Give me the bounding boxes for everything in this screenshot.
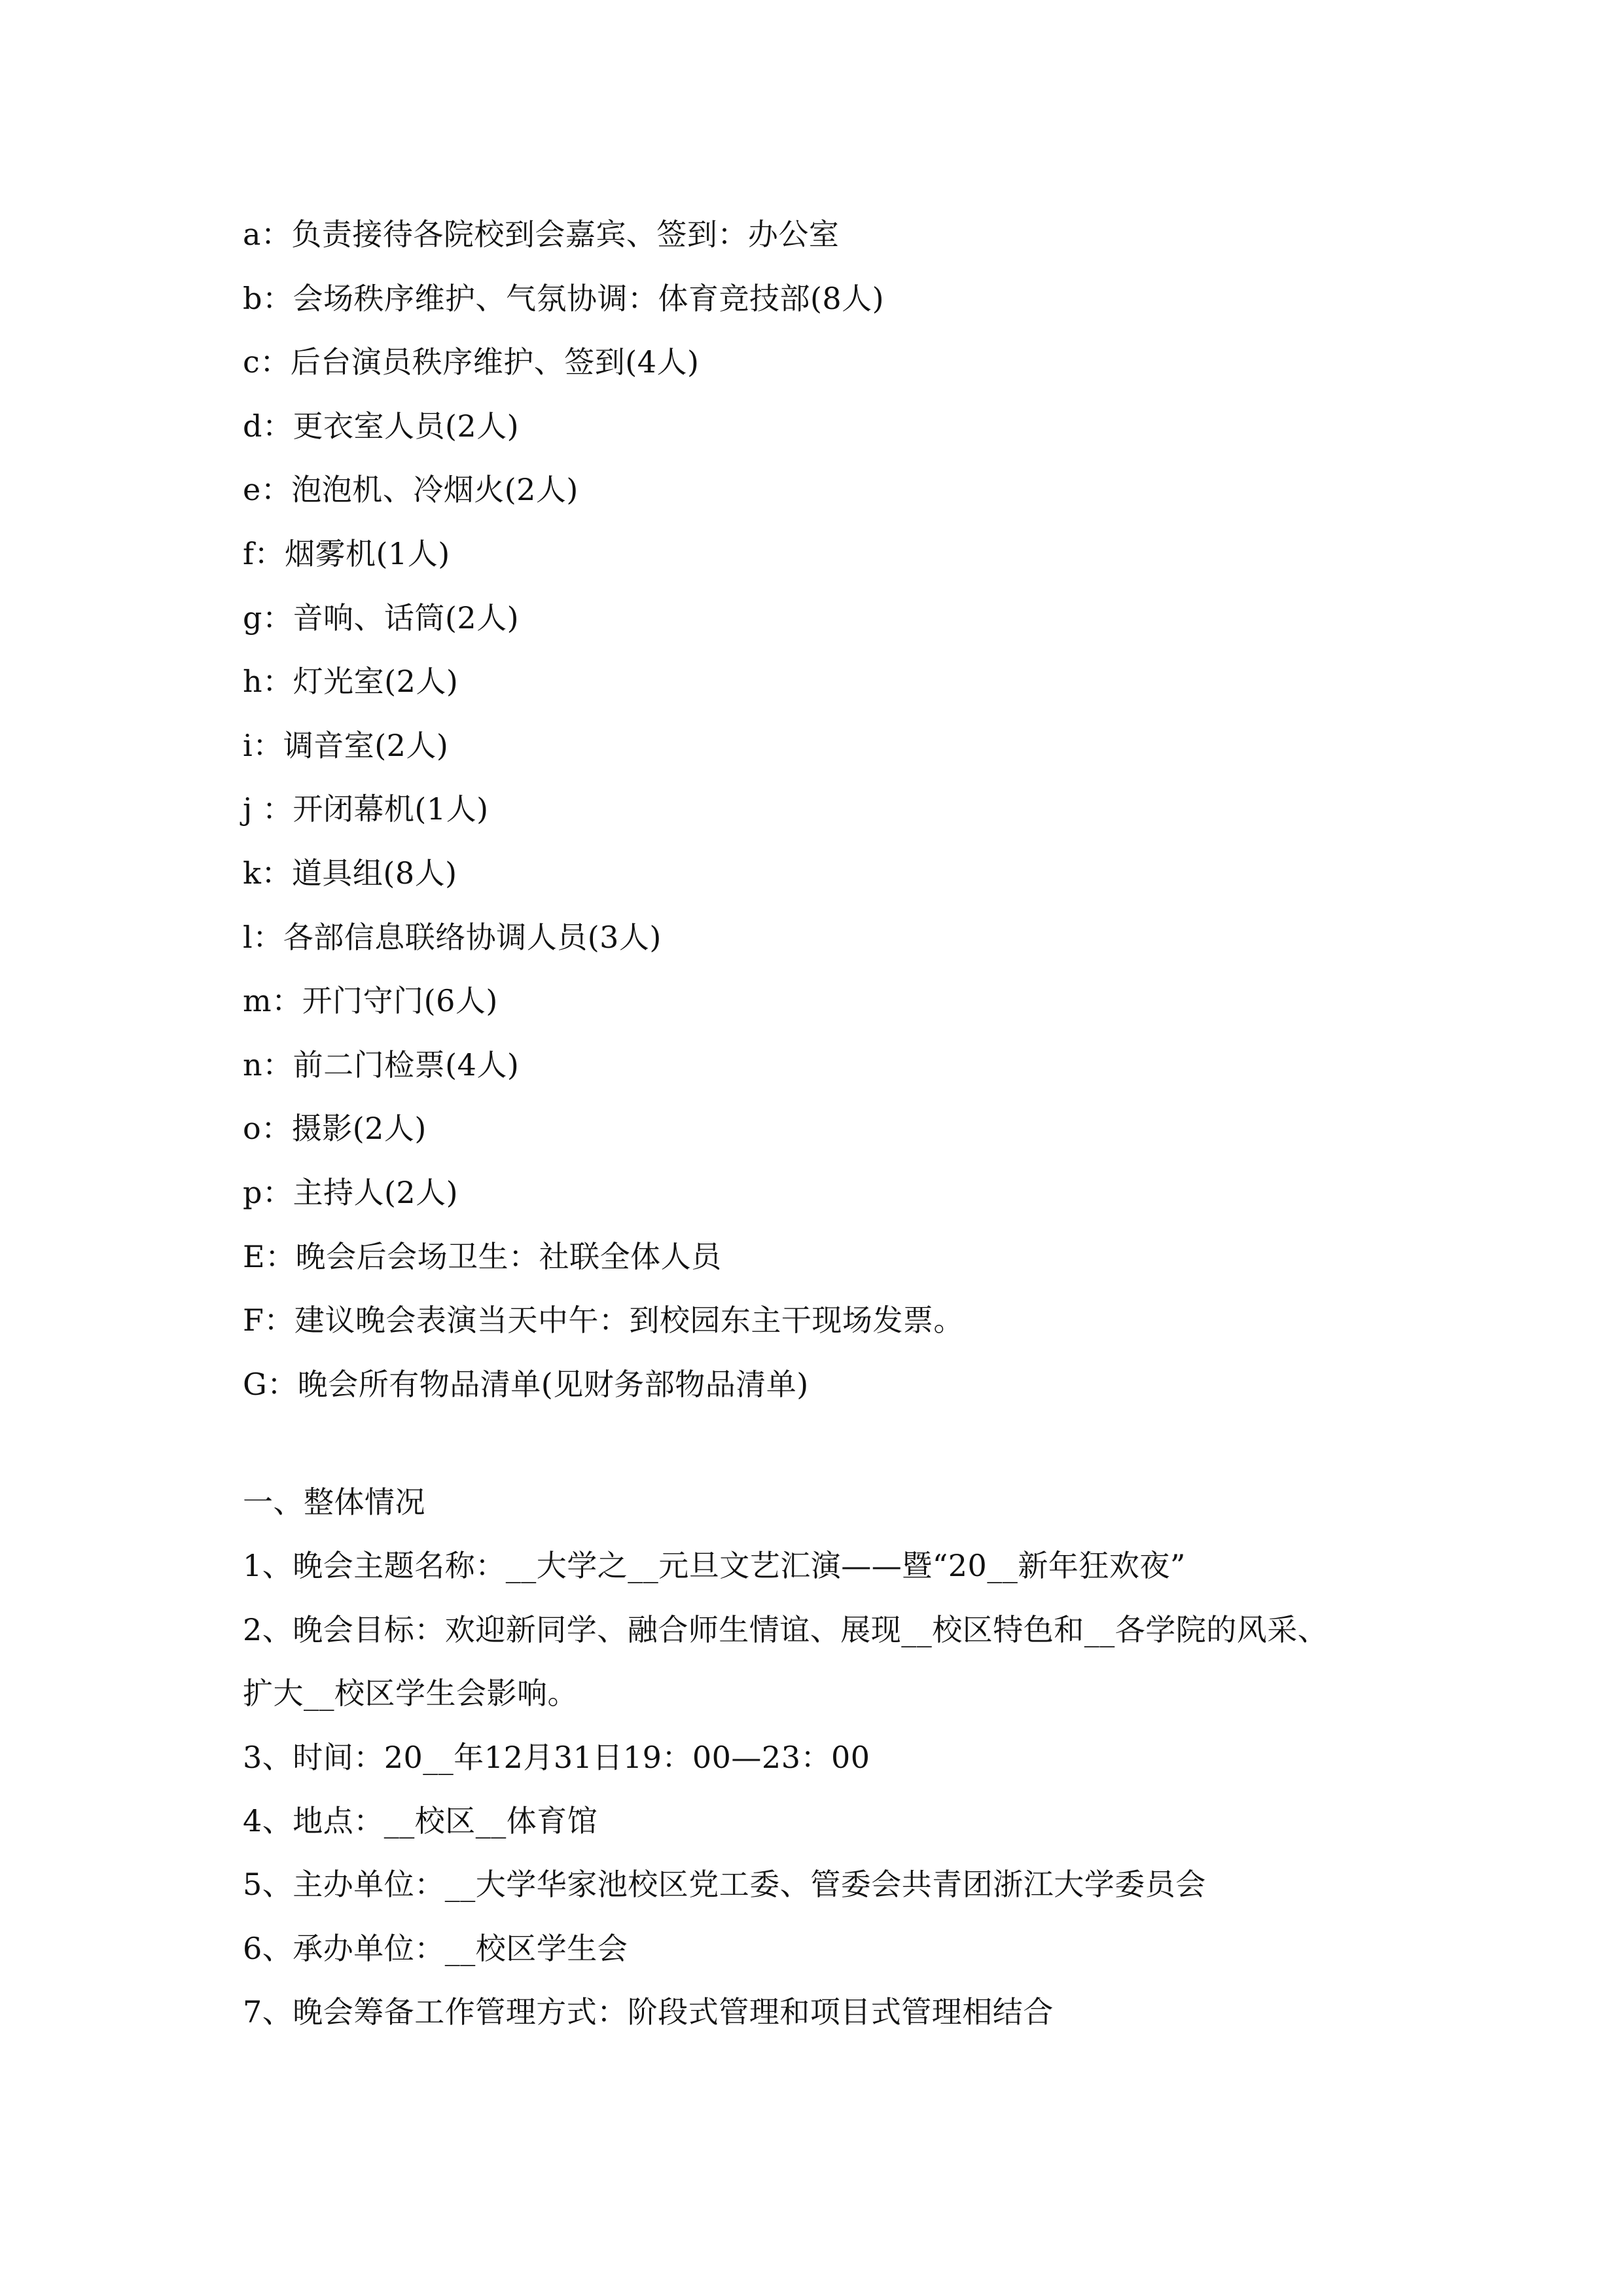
assignment-line: l：各部信息联络协调人员(3人)	[243, 919, 662, 955]
assignment-line: i：调音室(2人)	[243, 727, 449, 763]
overview-item: 3、时间：20__年12月31日19：00—23：00	[243, 1739, 870, 1775]
assignment-line: c：后台演员秩序维护、签到(4人)	[243, 344, 700, 380]
section-heading: 一、整体情况	[243, 1484, 425, 1520]
assignment-line: m：开门守门(6人)	[243, 983, 498, 1019]
assignment-line: j ：开闭幕机(1人)	[243, 791, 489, 827]
overview-item: 7、晚会筹备工作管理方式：阶段式管理和项目式管理相结合	[243, 1994, 1054, 2030]
assignment-line: o：摄影(2人)	[243, 1111, 427, 1147]
assignment-line: a：负责接待各院校到会嘉宾、签到：办公室	[243, 217, 840, 252]
overview-item: 扩大__校区学生会影响。	[243, 1676, 578, 1712]
overview-item: 6、承办单位：__校区学生会	[243, 1930, 628, 1966]
overview-section	[243, 1471, 1328, 2045]
assignment-line: p：主持人(2人)	[243, 1174, 459, 1210]
overview-item: 2、晚会目标：欢迎新同学、融合师生情谊、展现__校区特色和__各学院的风采、	[243, 1611, 1329, 1647]
assignment-line: f：烟雾机(1人)	[243, 535, 450, 571]
assignment-line: g：音响、话筒(2人)	[243, 600, 520, 636]
overview-item: 5、主办单位：__大学华家池校区党工委、管委会共青团浙江大学委员会	[243, 1867, 1206, 1903]
assignment-line: n：前二门检票(4人)	[243, 1047, 520, 1083]
assignment-line: d：更衣室人员(2人)	[243, 408, 520, 444]
assignment-line: F：建议晚会表演当天中午：到校园东主干现场发票。	[243, 1302, 964, 1338]
assignment-line: E：晚会后会场卫生：社联全体人员	[243, 1238, 722, 1274]
assignment-line: G：晚会所有物品清单(见财务部物品清单)	[243, 1366, 809, 1402]
overview-item: 4、地点：__校区__体育馆	[243, 1803, 598, 1839]
assignment-line: e：泡泡机、冷烟火(2人)	[243, 472, 579, 508]
overview-item: 1、晚会主题名称：__大学之__元旦文艺汇演——暨“20__新年狂欢夜”	[243, 1548, 1186, 1584]
assignment-line: b：会场秩序维护、气氛协调：体育竞技部(8人)	[243, 280, 885, 316]
staff-assignment-list	[243, 203, 964, 1416]
assignment-line: h：灯光室(2人)	[243, 664, 459, 700]
assignment-line: k：道具组(8人)	[243, 855, 457, 891]
